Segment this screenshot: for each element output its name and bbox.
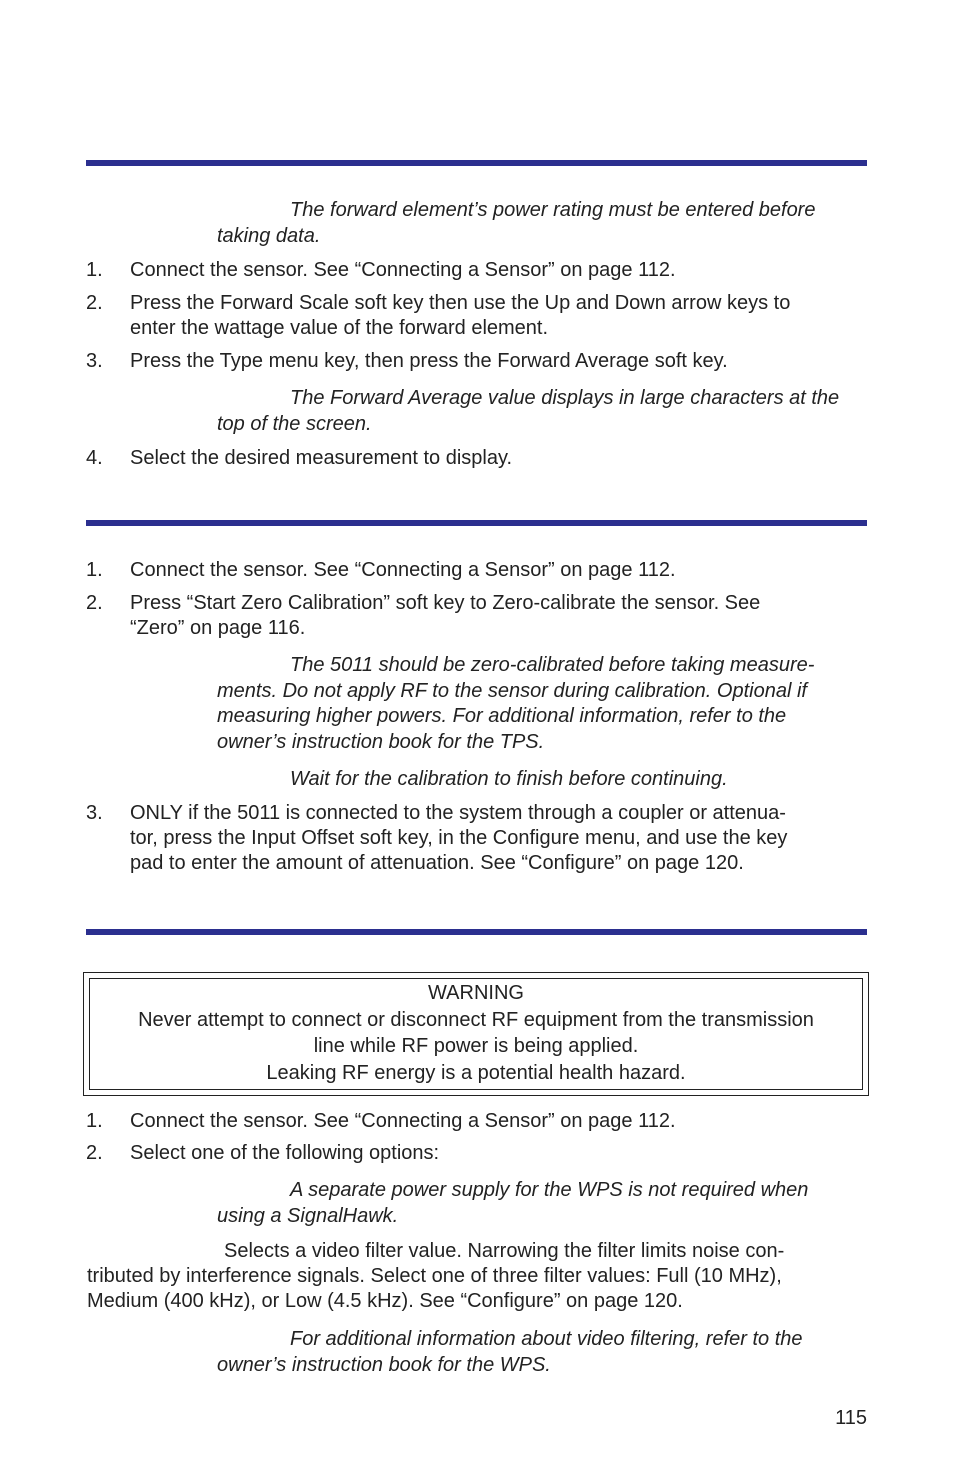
warning-box <box>89 978 863 1090</box>
note-line: The Forward Average value displays in large characters at the <box>290 387 840 409</box>
note-zero-calibration <box>217 653 814 755</box>
step-text <box>130 591 760 641</box>
note-line: owner’s instruction book for the WPS. <box>217 1353 551 1376</box>
warning-line: Leaking RF energy is a potential health hazard. <box>266 1061 686 1084</box>
section-divider-2 <box>86 520 867 526</box>
warning-line: Never attempt to connect or disconnect RF equipment from the transmission <box>138 1008 814 1031</box>
note-line: taking data. <box>217 224 321 247</box>
note-line: owner’s instruction book for the TPS. <box>217 730 545 753</box>
step-line: Press “Start Zero Calibration” soft key to Zero-calibrate the sensor. See <box>130 592 761 614</box>
note-wait-calibration <box>217 767 728 793</box>
step-text: Select the desired measurement to display. <box>130 447 513 469</box>
section-divider-3 <box>86 929 867 935</box>
step-text: Select one of the following options: <box>130 1142 440 1164</box>
note-line: ments. Do not apply RF to the sensor during calibration. Optional if <box>217 679 807 702</box>
paragraph-line: Selects a video filter value. Narrowing the filter limits noise con- <box>224 1240 785 1262</box>
paragraph-line: tributed by interference signals. Select one of three filter values: Full (10 MHz), <box>87 1265 782 1287</box>
note-line: The 5011 should be zero-calibrated before taking measure- <box>290 654 815 676</box>
step-number: 1. <box>86 1110 103 1132</box>
page-number: 115 <box>835 1407 867 1429</box>
step-text <box>130 291 790 341</box>
note-line: A separate power supply for the WPS is not required when <box>290 1179 809 1201</box>
note-video-filtering <box>217 1327 803 1378</box>
note-forward-average <box>217 386 839 437</box>
note-line: Wait for the calibration to finish before continuing. <box>290 768 728 790</box>
step-number: 2. <box>86 1142 103 1164</box>
note-line: using a SignalHawk. <box>217 1204 399 1227</box>
step-line: enter the wattage value of the forward element. <box>130 317 549 339</box>
warning-title: WARNING <box>428 982 524 1004</box>
step-number: 2. <box>86 592 103 614</box>
step-text <box>130 801 787 876</box>
step-line: tor, press the Input Offset soft key, in the Configure menu, and use the key <box>130 827 788 849</box>
note-line: For additional information about video filtering, refer to the <box>290 1328 803 1350</box>
step-number: 4. <box>86 447 103 469</box>
step-number: 1. <box>86 259 103 281</box>
video-filter-paragraph <box>87 1239 784 1314</box>
step-number: 2. <box>86 292 103 314</box>
step-text: Press the Type menu key, then press the Forward Average soft key. <box>130 350 728 372</box>
step-line: pad to enter the amount of attenuation. See “Configure” on page 120. <box>130 852 744 874</box>
note-line: measuring higher powers. For additional information, refer to the <box>217 705 787 727</box>
warning-line: line while RF power is being applied. <box>313 1035 639 1057</box>
step-text: Connect the sensor. See “Connecting a Sensor” on page 112. <box>130 259 676 281</box>
step-number: 3. <box>86 350 103 372</box>
note-line: The forward element’s power rating must be entered before <box>290 199 816 221</box>
note-line: top of the screen. <box>217 412 372 435</box>
step-text: Connect the sensor. See “Connecting a Sensor” on page 112. <box>130 559 676 581</box>
step-line: Press the Forward Scale soft key then use the Up and Down arrow keys to <box>130 292 791 314</box>
step-number: 1. <box>86 559 103 581</box>
section-divider-1 <box>86 160 867 166</box>
step-line: “Zero” on page 116. <box>130 617 306 639</box>
note-power-rating <box>217 198 815 249</box>
note-power-supply <box>217 1178 808 1229</box>
paragraph-line: Medium (400 kHz), or Low (4.5 kHz). See “Configure” on page 120. <box>87 1290 683 1312</box>
step-line: ONLY if the 5011 is connected to the system through a coupler or attenua- <box>130 802 786 824</box>
step-number: 3. <box>86 802 103 824</box>
step-text: Connect the sensor. See “Connecting a Sensor” on page 112. <box>130 1110 676 1132</box>
